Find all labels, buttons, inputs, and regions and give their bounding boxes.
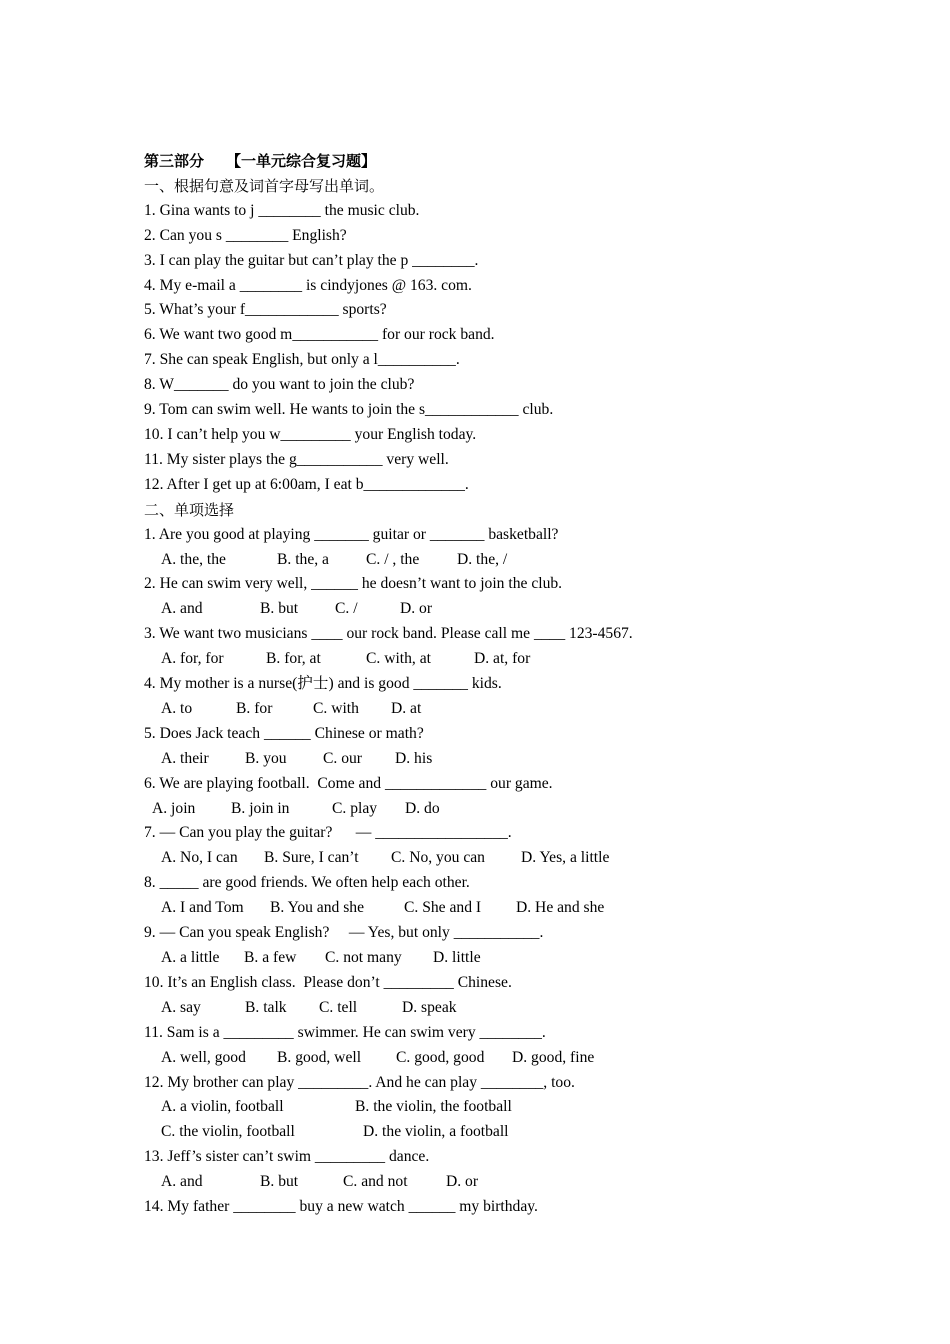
option-a: A. a violin, football bbox=[161, 1098, 284, 1116]
fill-item: 6. We want two good m___________ for our rock band. bbox=[144, 326, 495, 344]
option-row bbox=[144, 697, 844, 722]
option-d: D. little bbox=[433, 949, 481, 966]
option-d: D. at, for bbox=[474, 650, 531, 668]
option-a: A. and bbox=[161, 1173, 203, 1191]
option-c: C. our bbox=[323, 749, 362, 767]
question: 7. — Can you play the guitar? — _________________. bbox=[144, 824, 512, 842]
fill-item: 1. Gina wants to j ________ the music club. bbox=[144, 201, 420, 219]
option-row bbox=[144, 896, 844, 921]
option-d: D. He and she bbox=[516, 899, 605, 917]
fill-item: 10. I can’t help you w_________ your English today. bbox=[144, 425, 477, 443]
option-d: D. good, fine bbox=[512, 1048, 595, 1066]
option-d: D. or bbox=[446, 1173, 479, 1191]
option-row bbox=[144, 597, 844, 622]
option-row bbox=[144, 946, 844, 971]
fill-item: 11. My sister plays the g___________ very well. bbox=[144, 450, 449, 468]
option-row bbox=[144, 1046, 844, 1071]
option-c: C. / bbox=[335, 600, 358, 618]
option-d: D. or bbox=[400, 600, 433, 618]
fill-item: 2. Can you s ________ English? bbox=[144, 226, 347, 244]
option-c: C. She and I bbox=[404, 899, 482, 917]
option-row bbox=[144, 1095, 844, 1120]
option-a: A. for, for bbox=[161, 650, 224, 668]
question: 12. My brother can play _________. And he can play ________, too. bbox=[144, 1073, 575, 1091]
option-row bbox=[144, 996, 844, 1021]
option-c: C. not many bbox=[325, 949, 402, 966]
option-row bbox=[144, 1120, 844, 1145]
option-b: B. a few bbox=[244, 949, 297, 966]
option-c: C. and not bbox=[343, 1173, 408, 1191]
option-b: B. talk bbox=[245, 998, 287, 1016]
fill-item: 9. Tom can swim well. He wants to join the s____________ club. bbox=[144, 401, 554, 419]
option-d: D. his bbox=[395, 749, 433, 767]
question: 9. — Can you speak English? — Yes, but only ___________. bbox=[144, 924, 544, 942]
option-d: D. Yes, a little bbox=[521, 849, 610, 867]
option-row bbox=[144, 747, 844, 772]
option-b: B. Sure, I can’t bbox=[264, 849, 359, 867]
option-b: B. but bbox=[260, 1173, 299, 1191]
fill-item: 4. My e-mail a ________ is cindyjones @ 163. com. bbox=[144, 276, 472, 294]
unit-title: 【一单元综合复习题】 bbox=[226, 152, 377, 170]
question: 2. He can swim very well, ______ he doesn’t want to join the club. bbox=[144, 575, 563, 593]
option-b: B. but bbox=[260, 600, 299, 618]
question: 6. We are playing football. Come and _____________ our game. bbox=[144, 774, 553, 792]
fill-item: 12. After I get up at 6:00am, I eat b_____________. bbox=[144, 475, 469, 493]
section1-heading: 一、根据句意及词首字母写出单词。 bbox=[144, 176, 385, 195]
question: 10. It’s an English class. Please don’t _________ Chinese. bbox=[144, 973, 512, 991]
option-row bbox=[144, 1170, 844, 1195]
fill-item: 7. She can speak English, but only a l__________. bbox=[144, 351, 460, 369]
option-c: C. with bbox=[313, 699, 359, 717]
question: 11. Sam is a _________ swimmer. He can swim very ________. bbox=[144, 1023, 546, 1041]
option-b: B. the, a bbox=[277, 550, 329, 568]
section2-heading: 二、单项选择 bbox=[144, 500, 235, 519]
option-a: A. to bbox=[161, 699, 193, 717]
option-c: C. No, you can bbox=[391, 849, 485, 867]
option-b: B. join in bbox=[231, 799, 290, 817]
option-b: B. for, at bbox=[266, 650, 321, 668]
question: 8. _____ are good friends. We often help each other. bbox=[144, 874, 470, 892]
option-b: B. the violin, the football bbox=[355, 1098, 512, 1116]
option-a: A. their bbox=[161, 749, 209, 767]
option-a: A. the, the bbox=[161, 550, 226, 568]
option-a: A. No, I can bbox=[161, 849, 238, 867]
option-d: D. do bbox=[405, 799, 440, 817]
option-c: C. with, at bbox=[366, 650, 431, 668]
option-d: D. the violin, a football bbox=[363, 1123, 509, 1141]
option-c: C. tell bbox=[319, 998, 358, 1016]
option-b: B. for bbox=[236, 699, 273, 717]
option-d: D. at bbox=[391, 699, 422, 717]
question: 1. Are you good at playing _______ guitar or _______ basketball? bbox=[144, 525, 559, 543]
option-c: C. the violin, football bbox=[161, 1123, 295, 1141]
option-c: C. play bbox=[332, 799, 378, 817]
option-b: B. good, well bbox=[277, 1048, 362, 1066]
option-b: B. you bbox=[245, 749, 287, 767]
question: 13. Jeff’s sister can’t swim _________ dance. bbox=[144, 1148, 430, 1166]
question: 14. My father ________ buy a new watch ______ my birthday. bbox=[144, 1198, 538, 1216]
option-a: A. say bbox=[161, 998, 201, 1016]
option-d: D. speak bbox=[402, 998, 457, 1016]
page-title bbox=[144, 149, 844, 174]
fill-item: 3. I can play the guitar but can’t play the p ________. bbox=[144, 251, 479, 269]
option-a: A. well, good bbox=[161, 1048, 246, 1066]
part-label: 第三部分 bbox=[144, 152, 205, 170]
question: 3. We want two musicians ____ our rock band. Please call me ____ 123-4567. bbox=[144, 625, 633, 643]
option-a: A. join bbox=[152, 799, 196, 817]
option-row bbox=[144, 846, 844, 871]
option-row bbox=[144, 797, 844, 822]
fill-item: 5. What’s your f____________ sports? bbox=[144, 301, 387, 319]
option-b: B. You and she bbox=[270, 899, 365, 917]
option-a: A. a little bbox=[161, 949, 220, 966]
option-row bbox=[144, 548, 844, 573]
option-a: A. I and Tom bbox=[161, 899, 244, 917]
option-c: C. good, good bbox=[396, 1048, 485, 1066]
option-d: D. the, / bbox=[457, 550, 508, 568]
question: 4. My mother is a nurse(护士) and is good _______ kids. bbox=[144, 675, 502, 693]
fill-item: 8. W_______ do you want to join the club? bbox=[144, 376, 415, 394]
option-a: A. and bbox=[161, 600, 203, 618]
option-row bbox=[144, 647, 844, 672]
question: 5. Does Jack teach ______ Chinese or math? bbox=[144, 724, 424, 742]
option-c: C. / , the bbox=[366, 550, 420, 568]
worksheet bbox=[144, 149, 844, 1220]
